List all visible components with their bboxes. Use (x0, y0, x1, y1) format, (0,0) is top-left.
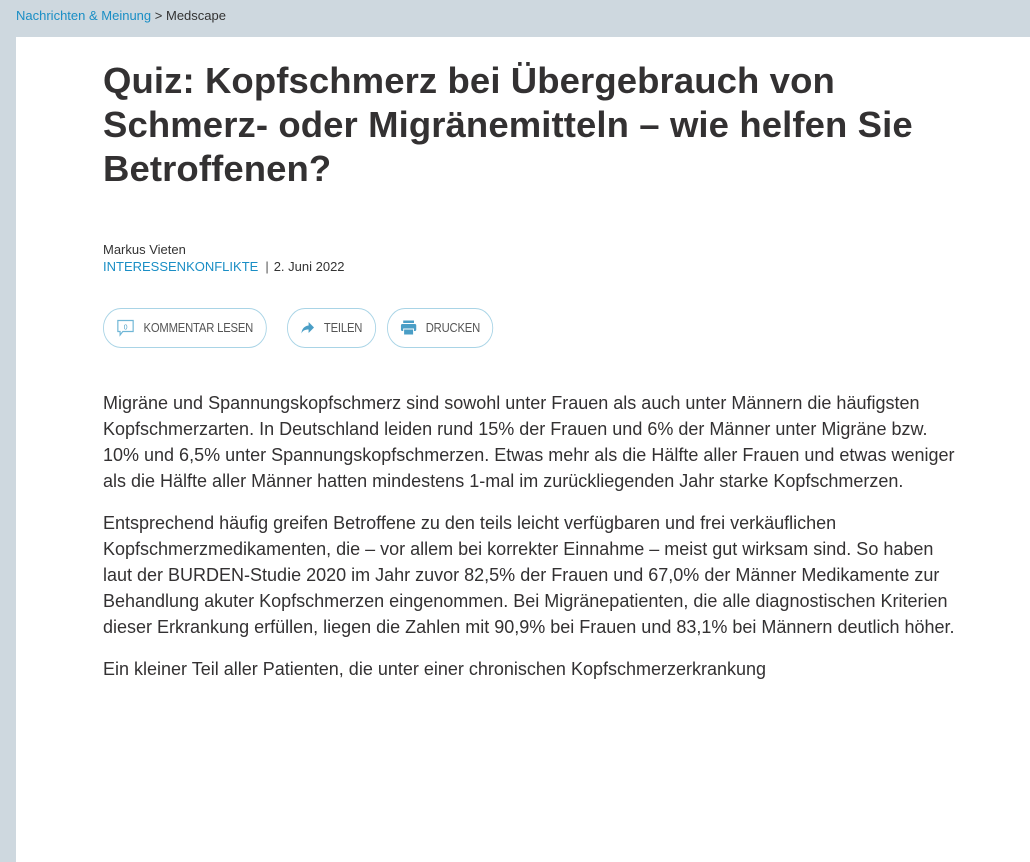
read-comments-label: KOMMENTAR LESEN (143, 321, 254, 335)
article-title: Quiz: Kopfschmerz bei Übergebrauch von Schmerz- oder Migränemitteln – wie helfen Sie Betroffenen? (103, 60, 913, 189)
article-meta (103, 258, 963, 275)
publish-date: 2. Juni 2022 (273, 259, 345, 274)
print-label: DRUCKEN (426, 321, 481, 335)
svg-text:0: 0 (123, 323, 128, 332)
conflicts-of-interest-link[interactable]: INTERESSENKONFLIKTE (103, 259, 259, 274)
share-button[interactable] (287, 308, 376, 348)
breadcrumb (16, 8, 226, 24)
breadcrumb-separator: > (154, 8, 163, 23)
comment-icon (117, 319, 135, 337)
article-actions (103, 308, 963, 350)
article-content (103, 59, 963, 698)
breadcrumb-current: Medscape (165, 8, 226, 23)
share-arrow-icon (300, 321, 314, 335)
article-body (103, 390, 963, 682)
print-icon (401, 320, 417, 336)
body-paragraph: Entsprechend häufig greifen Betroffene zu den teils leicht verfügbaren und frei verkäuflichen Kopfschmerzmedikamenten, die – vor allem bei korrekter Einnahme – meist gut wirksam sind. So haben laut der BURDEN-Studie 2020 im Jahr zuvor 82,5% der Frauen und 67,0% der Männer Medikamente zur Behandlung akuter Kopfschmerzen eingenommen. Bei Migränepatienten, die alle diagnostischen Kriterien dieser Erkrankung erfüllen, liegen die Zahlen mit 90,9% bei Frauen und 83,1% bei Männern deutlich höher. (103, 513, 955, 637)
body-paragraph: Migräne und Spannungskopfschmerz sind sowohl unter Frauen als auch unter Männern die häufigsten Kopfschmerzarten. In Deutschland leiden rund 15% der Frauen und 6% der Männer unter Migräne bzw. 10% und 6,5% unter Spannungskopfschmerzen. Etwas mehr als die Hälfte aller Frauen und etwas weniger als die Hälfte aller Männer hatten mindestens 1-mal im zurückliegenden Jahr starke Kopfschmerzen. (103, 393, 955, 491)
author-name: Markus Vieten (103, 242, 186, 257)
read-comments-button[interactable] (103, 308, 267, 348)
body-paragraph: Ein kleiner Teil aller Patienten, die unter einer chronischen Kopfschmerzerkrankung (103, 659, 767, 679)
article-card (16, 37, 1030, 862)
meta-separator: | (265, 259, 269, 274)
breadcrumb-section-link[interactable]: Nachrichten & Meinung (16, 8, 152, 23)
byline (103, 241, 963, 275)
share-label: TEILEN (323, 321, 363, 335)
print-button[interactable] (387, 308, 494, 348)
